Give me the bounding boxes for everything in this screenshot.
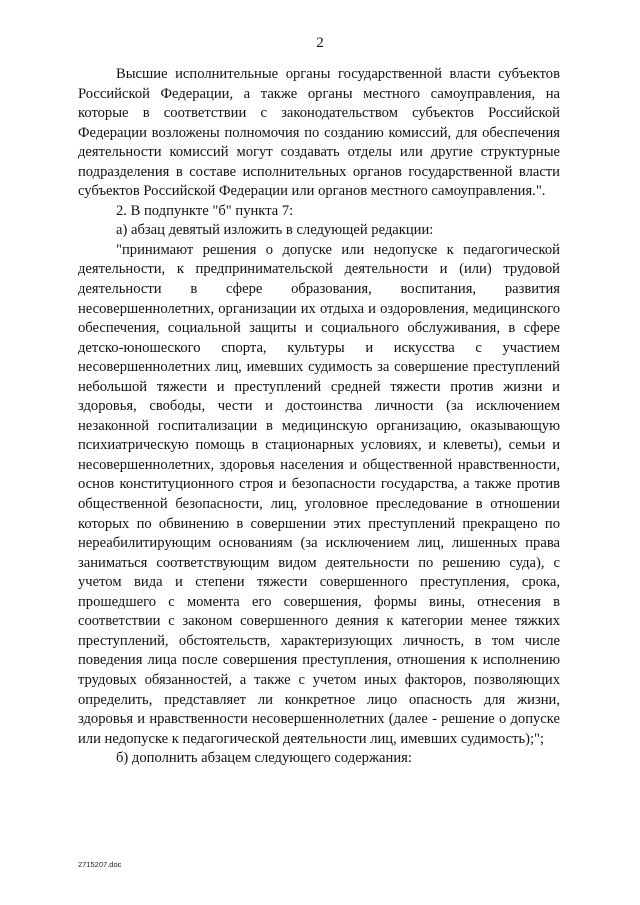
paragraph-subitem-b: б) дополнить абзацем следующего содержания:: [116, 750, 412, 767]
document-footer-filename: 2715207.doc: [78, 860, 122, 869]
page-number: 2: [316, 35, 324, 51]
paragraph-quoted-decision-text: "принимают решения о допуске или недопуске к педагогической деятельности, к предпринимательской деятельности и (или) трудовой деятельности в сфере образования, воспитания, развития несовершеннолетних, организации их отдыха и оздоровления, медицинского обеспечения, социальной защиты и социального обслуживания, в сфере детско-юношеского спорта, культуры и искусства с участием несовершеннолетних лиц, имевших судимость за совершение преступлений небольшой тяжести и преступлений средней тяжести против жизни и здоровья, свободы, чести и достоинства личности (за исключением незаконной госпитализации в медицинскую организацию, оказывающую психиатрическую помощь в стационарных условиях, и клеветы), семьи и несовершеннолетних, здоровья населения и общественной нравственности, основ конституционного строя и безопасности государства, а также против общественной безопасности, лиц, уголовное преследование в отношении которых по обвинению в совершении этих преступлений прекращено по нереабилитирующим основаниям (за исключением лиц, лишенных права заниматься соответствующим видом деятельности по решению суда), с учетом вида и степени тяжести совершенного преступления, срока, прошедшего с момента его совершения, формы вины, отнесения в соответствии с законом совершенного деяния к категории менее тяжких преступлений, обстоятельств, характеризующих личность, в том числе поведения лица после совершения преступления, отношения к исполнению трудовых обязанностей, а также с учетом иных факторов, позволяющих определить, представляет ли конкретное лицо опасность для жизни, здоровья и нравственности несовершеннолетних (далее - решение о допуске или недопуске к педагогической деятельности лиц, имевших судимость);";: [78, 241, 560, 747]
paragraph-item-2-heading: 2. В подпункте "б" пункта 7:: [116, 202, 294, 219]
paragraph-commissions-structure: Высшие исполнительные органы государственной власти субъектов Российской Федерации, а также органы местного самоуправления, на которые в соответствии с законодательством субъектов Российской Федерации возложены полномочия по созданию комиссий, для обеспечения деятельности комиссий могут создавать отделы или другие структурные подразделения в составе исполнительных органов государственной власти субъектов Российской Федерации или органов местного самоуправления.".: [78, 66, 560, 200]
paragraph-subitem-a: а) абзац девятый изложить в следующей редакции:: [116, 222, 434, 239]
document-body: [78, 65, 560, 769]
